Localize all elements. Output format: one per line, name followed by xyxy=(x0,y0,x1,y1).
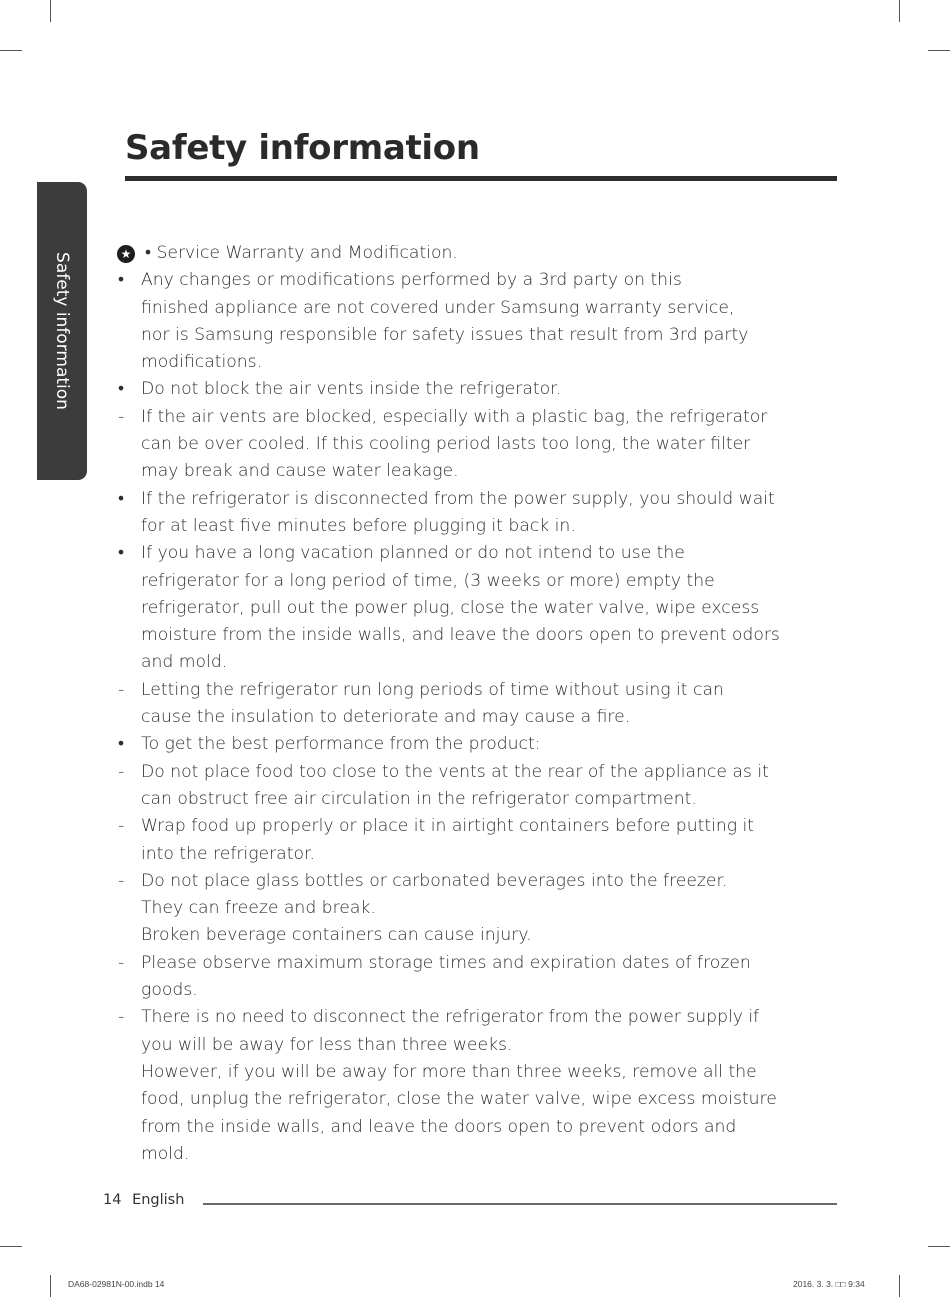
intro-text: • Service Warranty and Modification. xyxy=(145,243,458,263)
list-item-text: If you have a long vacation planned or do not intend to use the xyxy=(141,543,685,564)
safety-content xyxy=(118,240,858,1168)
list-item-first-line xyxy=(118,731,858,758)
list-item-first-line xyxy=(118,486,858,513)
crop-mark-bottom-right-v xyxy=(899,1275,900,1297)
list-item-text: Wrap food up properly or place it in airtight containers before putting it xyxy=(141,816,755,837)
title-rule xyxy=(125,176,837,181)
list-item xyxy=(118,267,858,376)
list-item-text: If the air vents are blocked, especially with a plastic bag, the refrigerator xyxy=(141,406,768,427)
list-item-first-line xyxy=(118,376,858,403)
list-item xyxy=(118,813,858,868)
dash-marker: - xyxy=(118,679,125,700)
list-item-continuation: They can freeze and break. xyxy=(141,898,376,919)
dash-marker: - xyxy=(118,761,125,782)
list-item-continuation: may break and cause water leakage. xyxy=(141,461,459,482)
list-item-text: Letting the refrigerator run long periods of time without using it can xyxy=(141,679,724,700)
list-item-text: There is no need to disconnect the refrigerator from the power supply if xyxy=(141,1007,760,1028)
bullet-marker: • xyxy=(118,734,125,755)
list-item-first-line xyxy=(118,1004,858,1031)
list-item-first-line xyxy=(118,759,858,786)
list-item xyxy=(118,759,858,814)
list-item-first-line xyxy=(118,540,858,567)
list-item xyxy=(118,486,858,541)
list-item-continuation: into the refrigerator. xyxy=(141,843,315,864)
crop-mark-top-right-h xyxy=(928,50,950,51)
list-item-first-line xyxy=(118,404,858,431)
list-item-first-line xyxy=(118,677,858,704)
dash-marker: - xyxy=(118,816,125,837)
list-item-continuation: and mold. xyxy=(141,652,228,673)
list-item-continuation: However, if you will be away for more than three weeks, remove all the xyxy=(141,1061,757,1082)
list-item xyxy=(118,376,858,403)
list-item-continuation: cause the insulation to deteriorate and may cause a fire. xyxy=(141,707,631,728)
dash-marker: - xyxy=(118,406,125,427)
page-number: 14 xyxy=(103,1192,122,1208)
list-item-text: To get the best performance from the product: xyxy=(141,734,541,755)
list-item-continuation: refrigerator, pull out the power plug, close the water valve, wipe excess xyxy=(141,597,760,618)
bullet-marker: • xyxy=(118,543,125,564)
list-item-text: Do not block the air vents inside the refrigerator. xyxy=(141,379,562,400)
dash-marker: - xyxy=(118,1007,125,1028)
list-item-continuation: Broken beverage containers can cause injury. xyxy=(141,925,532,946)
list-item xyxy=(118,950,858,1005)
item-list xyxy=(118,267,858,1168)
list-item-continuation: goods. xyxy=(141,980,198,1001)
crop-mark-top-left-h xyxy=(0,50,22,51)
page-language: English xyxy=(132,1192,185,1208)
list-item-continuation: finished appliance are not covered under Samsung warranty service, xyxy=(141,297,735,318)
list-item-text: Any changes or modifications performed by a 3rd party on this xyxy=(141,270,682,291)
list-item-text: If the refrigerator is disconnected from the power supply, you should wait xyxy=(141,488,775,509)
list-item-continuation: can obstruct free air circulation in the refrigerator compartment. xyxy=(141,788,697,809)
list-item-first-line xyxy=(118,950,858,977)
list-item xyxy=(118,731,858,758)
list-item-continuation: moisture from the inside walls, and leave the doors open to prevent odors xyxy=(141,625,780,646)
side-tab-label: Safety information xyxy=(52,252,72,410)
star-note-icon: ★ xyxy=(117,245,135,263)
list-item-continuation: can be over cooled. If this cooling period lasts too long, the water filter xyxy=(141,434,751,455)
list-item-first-line xyxy=(118,813,858,840)
page-footer xyxy=(103,1192,184,1208)
list-item-continuation: from the inside walls, and leave the doors open to prevent odors and xyxy=(141,1116,737,1137)
bullet-marker: • xyxy=(118,270,125,291)
bullet-marker: • xyxy=(118,379,125,400)
print-file-info: DA68-02981N-00.indb 14 xyxy=(68,1279,165,1289)
list-item xyxy=(118,868,858,950)
list-item-continuation: food, unplug the refrigerator, close the water valve, wipe excess moisture xyxy=(141,1089,777,1110)
list-item-text: Do not place glass bottles or carbonated beverages into the freezer. xyxy=(141,870,728,891)
crop-mark-top-right-v xyxy=(899,0,900,22)
dash-marker: - xyxy=(118,952,125,973)
list-item xyxy=(118,677,858,732)
list-item-continuation: you will be away for less than three weeks. xyxy=(141,1034,513,1055)
list-item-text: Do not place food too close to the vents at the rear of the appliance as it xyxy=(141,761,769,782)
list-item-continuation: refrigerator for a long period of time, (3 weeks or more) empty the xyxy=(141,570,715,591)
page-title: Safety information xyxy=(125,128,480,168)
crop-mark-bottom-left-h xyxy=(0,1246,22,1247)
intro-line xyxy=(118,240,858,267)
list-item xyxy=(118,1004,858,1168)
list-item-continuation: mold. xyxy=(141,1143,190,1164)
bullet-marker: • xyxy=(118,488,125,509)
crop-mark-top-left-v xyxy=(50,0,51,22)
list-item xyxy=(118,540,858,676)
list-item xyxy=(118,404,858,486)
list-item-text: Please observe maximum storage times and expiration dates of frozen xyxy=(141,952,751,973)
list-item-first-line xyxy=(118,868,858,895)
footer-rule xyxy=(203,1203,837,1205)
list-item-first-line xyxy=(118,267,858,294)
list-item-continuation: modifications. xyxy=(141,352,263,373)
list-item-continuation: nor is Samsung responsible for safety issues that result from 3rd party xyxy=(141,324,749,345)
dash-marker: - xyxy=(118,870,125,891)
crop-mark-bottom-right-h xyxy=(928,1246,950,1247)
print-date-info: 2016. 3. 3. □□ 9:34 xyxy=(793,1279,865,1289)
crop-mark-bottom-left-v xyxy=(50,1275,51,1297)
list-item-continuation: for at least five minutes before plugging it back in. xyxy=(141,515,576,536)
